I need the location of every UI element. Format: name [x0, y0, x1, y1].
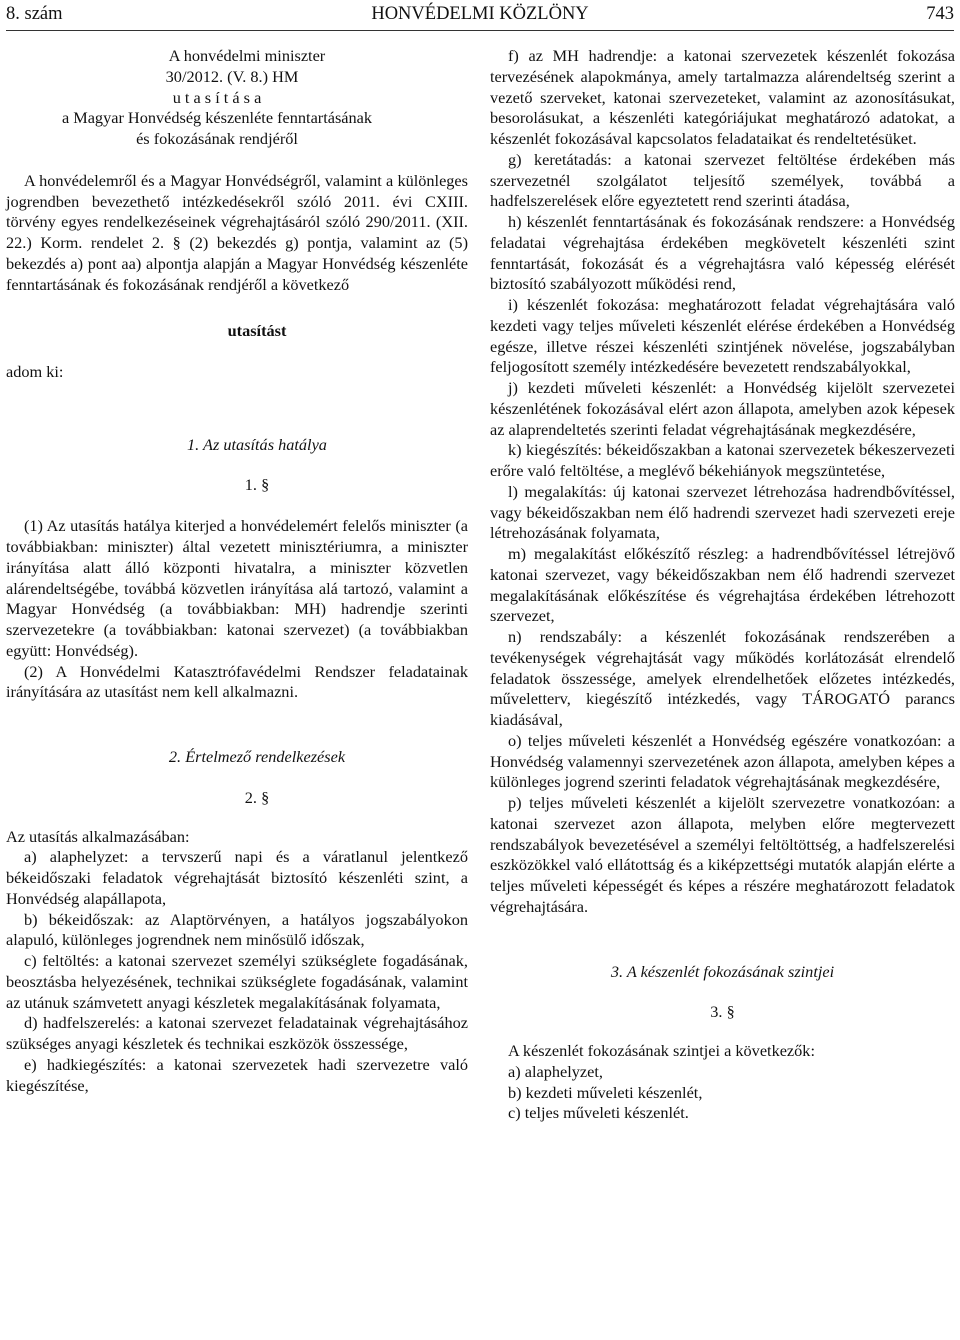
section-1-mark: 1. § — [244, 474, 270, 494]
header-rule — [6, 30, 954, 31]
definition-e: e) hadkiegészítés: a katonai szervezetek hadi szervezetre való kiegészítése, — [6, 1054, 468, 1095]
definition-l: l) megalakítás: új katonai szervezet létrehozása hadrendbővítéssel, vagy békeidőszakban nem élő hadrendi szervezet hadi szervezeti ereje létrehozásának folyamata, — [490, 481, 955, 543]
definition-d: d) hadfelszerelés: a katonai szervezet feladatainak végrehajtásához szükséges anyagi készletek és technikai eszközök összessége, — [6, 1013, 468, 1053]
page-header — [6, 2, 954, 28]
definition-p: p) teljes műveleti készenlét a kijelölt szervezetre vonatkozóan: a katonai szervezet azon állapota, melyben előre megtervezett rendszabályok bevezetésével a személyi feltöltöttség, a hadfelszerelési eszközökkel való ellátottság és a kiképzettségi mutatók alapján elérte a teljes műveleti képességét és képes a részére meghatározott feladatok végrehajtására. — [490, 793, 955, 916]
title-line-1: A honvédelmi miniszter — [168, 46, 326, 65]
journal-title: HONVÉDELMI KÖZLÖNY — [371, 4, 589, 24]
definition-m: m) megalakítást előkészítő részleg: a hadrendbővítéssel létrejövő katonai szervezet, vagy békeidőszakban nem élő hadrendi szervezet megalakításának előkészítése és végrehajtása érdekében létrehozott szervezet, — [490, 544, 955, 626]
definition-b: b) békeidőszak: az Alaptörvényen, a hatályos jogszabályokon alapuló, különleges jogrendnek nem minősülő időszak, — [6, 909, 468, 950]
title-line-5: és fokozásának rendjéről — [136, 129, 298, 148]
level-b: b) kezdeti műveleti készenlét, — [508, 1082, 703, 1102]
section-1-title: 1. Az utasítás hatálya — [187, 434, 327, 454]
title-line-4: a Magyar Honvédség készenléte fenntartásának — [61, 108, 373, 128]
definition-n: n) rendszabály: a készenlét fokozásának rendszerében a tevékenységek végrehajtását vagy működés korlátozását elrendelő feladatok összessége, amelyek elrendelhetőek előzetes intézkedés, műveletterv, kiegészítő intézkedés, vagy TÁROGATÓ parancs kiadásával, — [490, 627, 955, 729]
definition-f: f) az MH hadrendje: a katonai szervezetek készenlét fokozása tervezésének alapokmánya, amely tartalmazza alárendeltség szerint a vezető szerveket, katonai szervezeteket, valamint az azonosításukat, besorolásukat, a készenléti kategóriájukat meghatározó adatokat, a készenlét fokozásával kapcsolatos feladataikat és rendeltetésüket. — [490, 46, 955, 148]
right-column — [490, 46, 955, 1124]
issue-number: 8. szám — [6, 4, 63, 24]
section-2-intro: Az utasítás alkalmazásában: — [6, 826, 190, 846]
preamble: A honvédelemről és a Magyar Honvédségről, valamint a különleges jogrendben bevezethető intézkedésekről szóló 2011. évi CXIII. törvény egyes rendelkezéseinek végrehajtásáról szóló 290/2011. (XII. 22.) Korm. rendelet 2. § (2) bekezdés g) pontja, valamint az (5) bekezdés a) pont aa) alpontja alapján a Magyar Honvédség készenléte fenntartásának és fokozásának rendjéről a következő — [6, 170, 468, 294]
definition-a: a) alaphelyzet: a tervszerű napi és a váratlanul jelentkező békeidőszaki feladatok végrehajtását biztosító készenléti szint, a Honvédség alapállapota, — [6, 847, 468, 908]
definition-g: g) keretátadás: a katonai szervezet feltöltése érdekében más szervezetnél szolgálatot teljesítő személyek, továbbá a hadfelszerelések előre egyeztetett rend szerinti átadása, — [490, 149, 955, 211]
definition-c: c) feltöltés: a katonai szervezet személyi szükséglete fogadásának, beosztásba helyezésének, technikai szükséglete fogadásának, valamint az utánuk számvetett anyagi készletek megalakításának folyamata, — [6, 951, 468, 1012]
definition-h: h) készenlét fenntartásának és fokozásának rendszere: a Honvédség feladatai végrehajtása érdekében megkövetelt készenléti szint fenntartását, fokozását és a végrehajtásra való képesség elérését biztosító szabályozott működési rend, — [490, 212, 955, 294]
level-c: c) teljes műveleti készenlét. — [508, 1103, 689, 1123]
section-2-mark: 2. § — [244, 787, 270, 807]
page-number: 743 — [926, 4, 954, 24]
section-3-mark: 3. § — [710, 1002, 735, 1022]
definition-j: j) kezdeti műveleti készenlét: a Honvédség kijelölt szervezetei készenlétének fokozásával elért azon állapota, amelyben azok képesek az alaprendeltetés szerinti feladat végrehajtásának megkezdésére, — [490, 378, 955, 439]
section-3-intro: A készenlét fokozásának szintjei a következők: — [508, 1041, 815, 1060]
section-1-paragraph-2: (2) A Honvédelmi Katasztrófavédelmi Rendszer feladatainak irányítására az utasítást nem kell alkalmazni. — [6, 661, 468, 702]
level-a: a) alaphelyzet, — [508, 1061, 603, 1081]
section-2-title: 2. Értelmező rendelkezések — [168, 747, 346, 766]
definition-i: i) készenlét fokozása: meghatározott feladat végrehajtására való kezdeti vagy teljes műveleti készenlét elérése érdekében a Honvédség egésze, illetve részei készenléti szintjének növelése, jogszabályban feljogosított személy intézkedésére bevezetett rendszabályokkal, — [490, 295, 955, 377]
definition-o: o) teljes műveleti készenlét a Honvédség egészére vonatkozóan: a Honvédség valamennyi szervezetének azon állapota, amelyben képes a különleges jogrend szerinti feladatok végrehajtásának megkezdésére, — [490, 730, 955, 792]
title-line-2: 30/2012. (V. 8.) HM — [165, 66, 299, 86]
title-line-3: u t a s í t á s a — [172, 87, 262, 107]
section-1-paragraph-1: (1) Az utasítás hatálya kiterjed a honvédelemért felelős miniszter (a továbbiakban: miniszter) által vezetett minisztériumra, a miniszter irányítása alatt álló központi hivatalra, a miniszter közvetlen alárendeltségébe, továbbá közvetlen irányítása alá tartozó, valamint a Magyar Honvédség (a továbbiakban: MH) hadrendje szerinti szervezetekre (a továbbiakban: katonai szervezet) (a továbbiakban együtt: Honvédség). — [6, 516, 468, 660]
left-column — [6, 46, 468, 1096]
adom-ki: adom ki: — [6, 362, 64, 381]
utasitast-heading: utasítást — [227, 321, 287, 341]
definition-k: k) kiegészítés: békeidőszakban a katonai szervezetek békeszervezeti erőre való feltöltése, a meglévő békehiányok megszüntetése, — [490, 440, 955, 480]
section-3-title: 3. A készenlét fokozásának szintjei — [610, 961, 835, 981]
